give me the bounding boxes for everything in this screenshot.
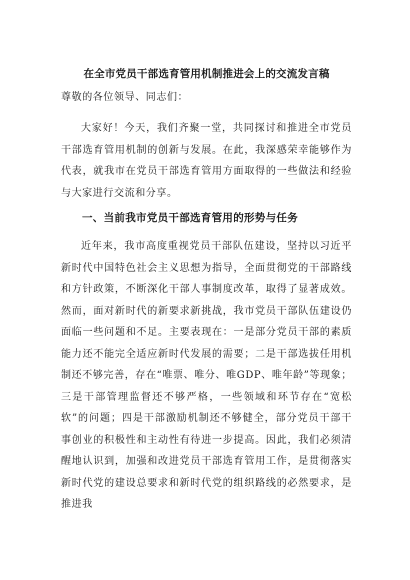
document-title: 在全市党员干部选育管用机制推进会上的交流发言稿	[83, 68, 330, 80]
body-paragraph: 近年来，我市高度重视党员干部队伍建设，坚持以习近平新时代中国特色社会主义思想为指导，全面贯彻党的干部路线和方针政策，不断深化干部人事制度改革，取得了显著成效。然而，面对新时代的新要求新挑战，我市党员干部队伍建设仍面临一些问题和不足。主要表现在：一是部分党员干部的素质能力还不能完全适应新时代发展的需要；二是干部选拔任用机制还不够完善，存在“唯票、唯分、唯GDP、唯年龄”等现象；三是干部管理监督还不够严格，一些领域和环节存在“宽松软”的问题；四是干部激励机制还不够健全，部分党员干部干事创业的积极性和主动性有待进一步提高。因此，我们必须清醒地认识到，加强和改进党员干部选育管用工作，是贯彻落实新时代党的建设总要求和新时代党的组织路线的必然要求，是推进我	[61, 241, 352, 510]
section-heading: 一、当前我市党员干部选育管用的形势与任务	[82, 212, 298, 224]
opening-paragraph: 大家好！今天，我们齐聚一堂，共同探讨和推进全市党员干部选育管用机制的创新与发展。在此，我深感荣幸能够作为代表，就我市在党员干部选育管用方面取得的一些做法和经验与大家进行交流和分享。	[61, 123, 352, 199]
salutation: 尊敬的各位领导、同志们：	[61, 92, 189, 103]
